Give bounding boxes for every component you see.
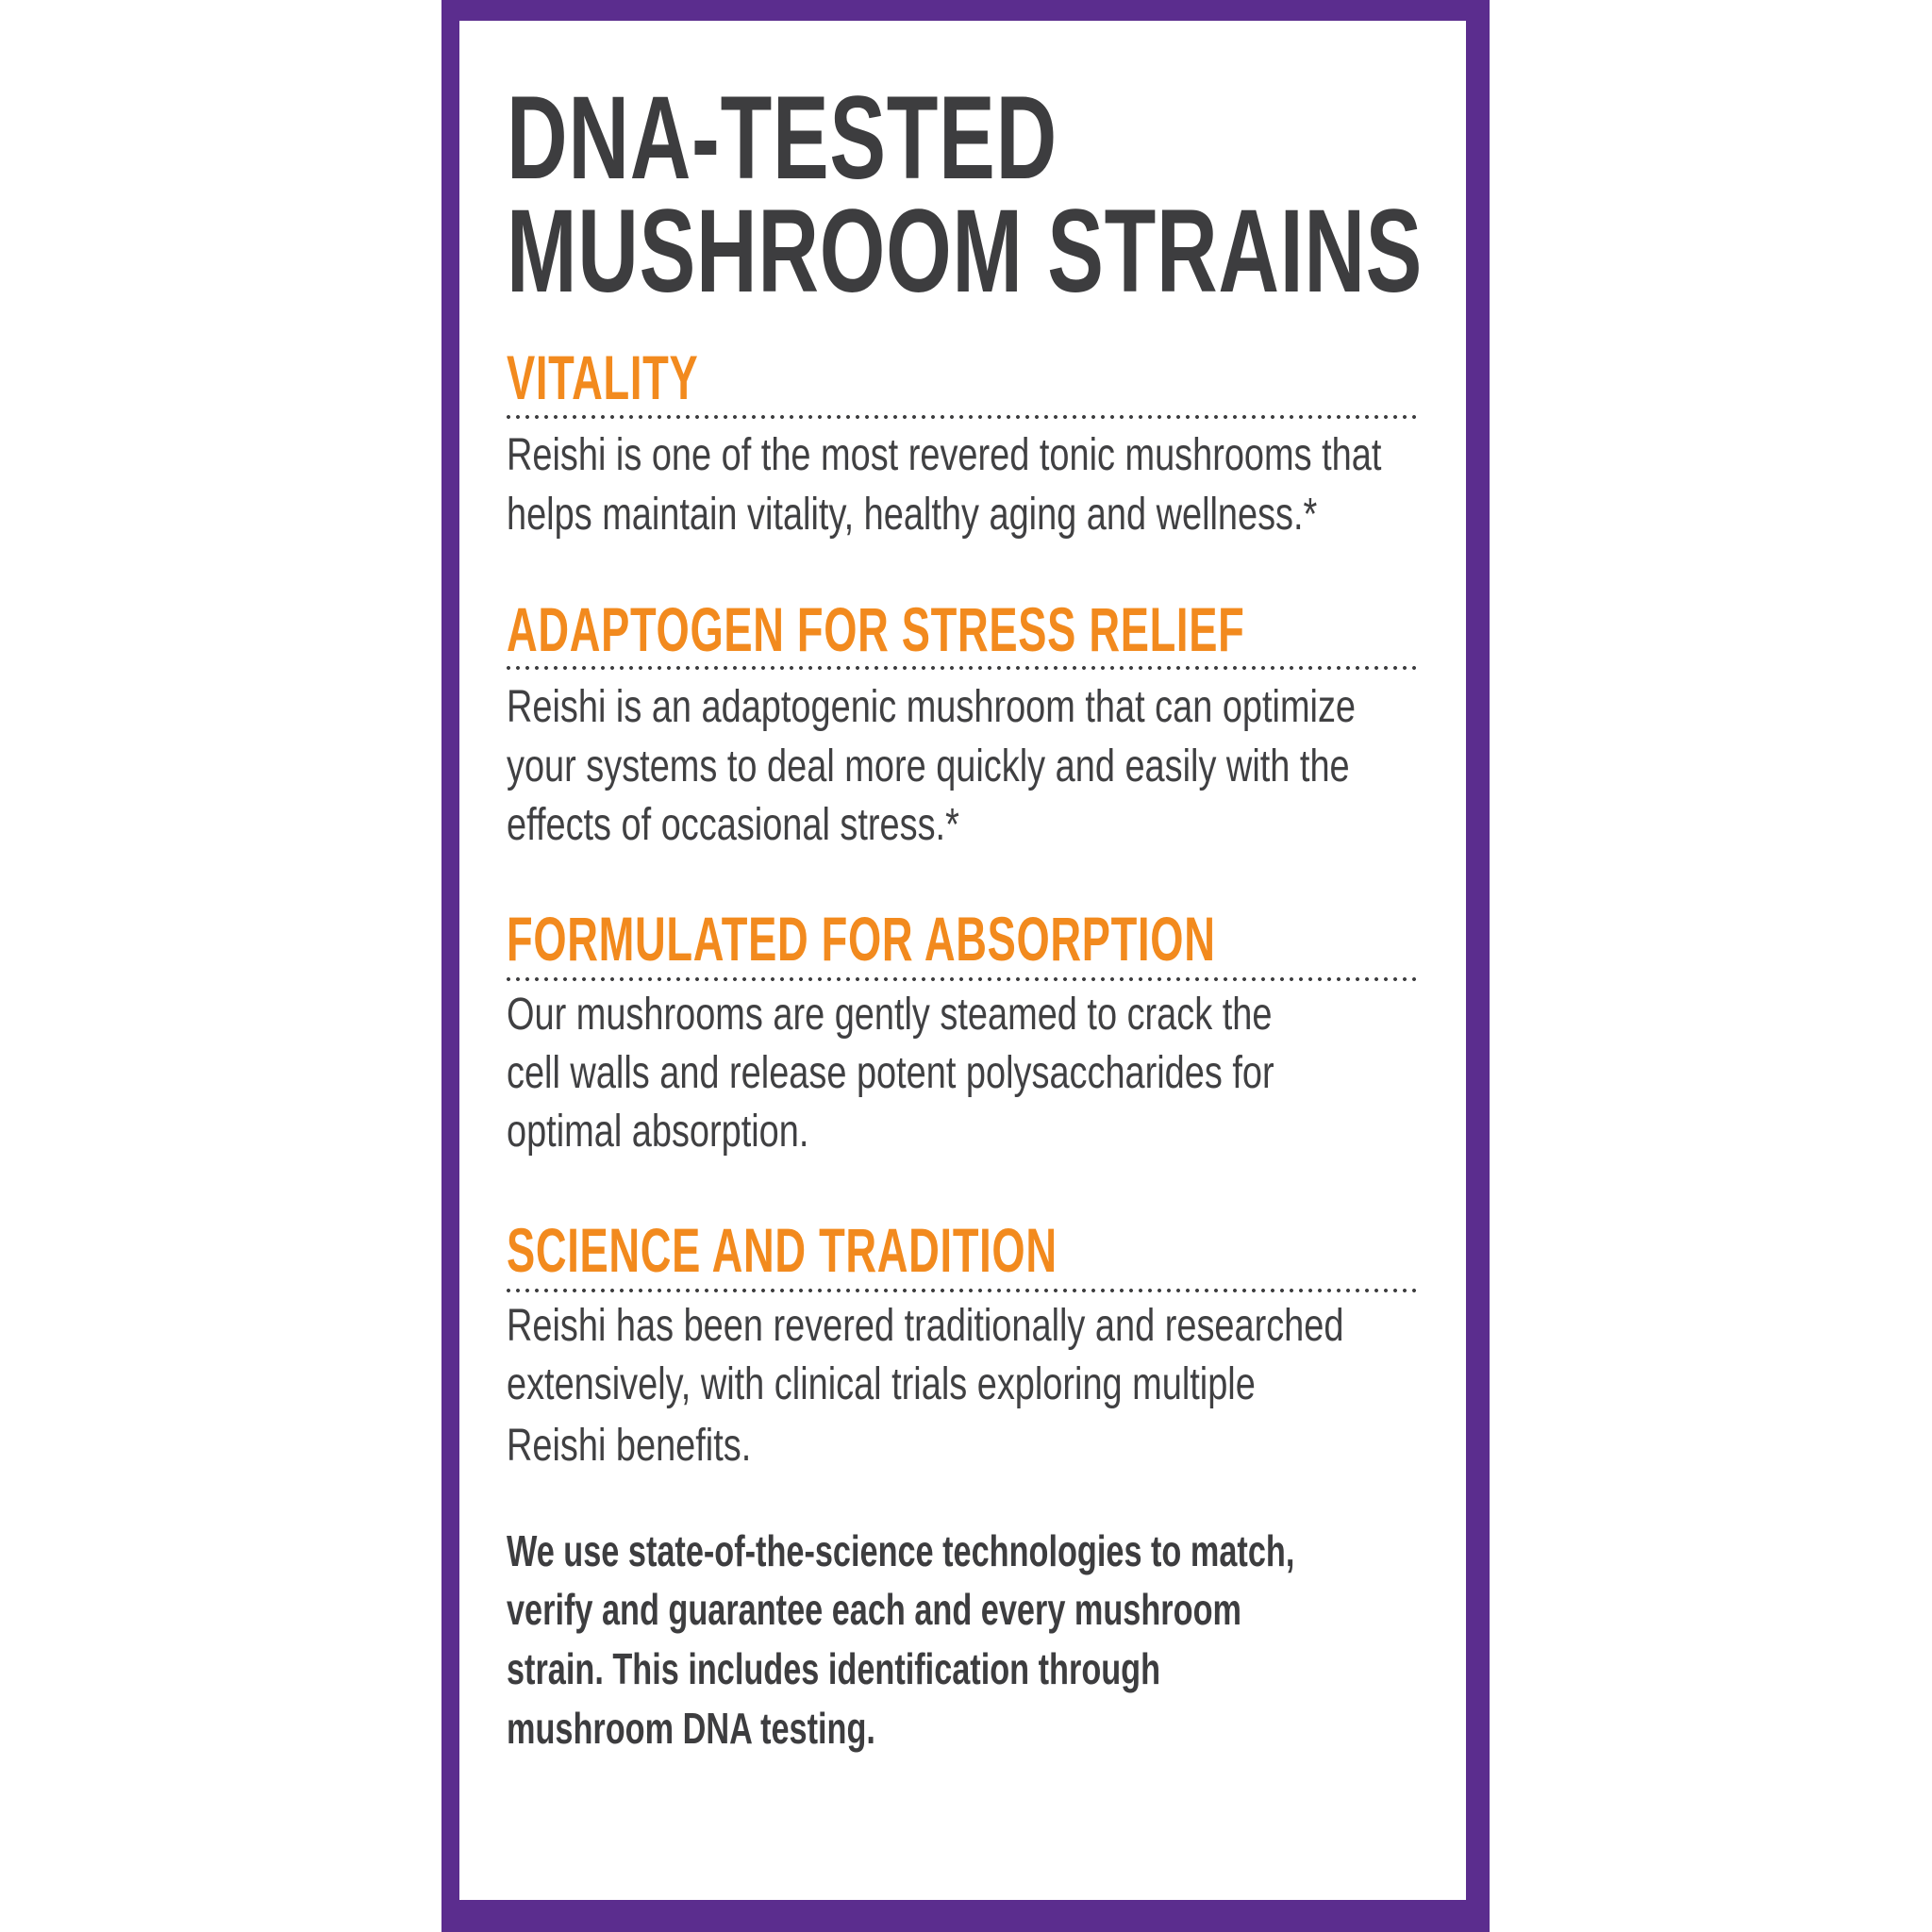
section-text-line: Reishi is one of the most revered tonic mushrooms that bbox=[507, 430, 1382, 480]
section-heading: ADAPTOGEN FOR STRESS RELIEF bbox=[507, 594, 1245, 664]
dotted-divider bbox=[504, 666, 1419, 670]
section-text-line: cell walls and release potent polysaccharides for bbox=[507, 1048, 1274, 1098]
section-text-line: optimal absorption. bbox=[507, 1107, 809, 1157]
dotted-divider bbox=[504, 1289, 1419, 1292]
closing-line: We use state-of-the-science technologies to match, bbox=[507, 1526, 1295, 1575]
section-text-line: effects of occasional stress.* bbox=[507, 800, 959, 850]
section-heading: VITALITY bbox=[507, 342, 699, 412]
title-line-2: MUSHROOM STRAINS bbox=[507, 186, 1424, 317]
section-heading: FORMULATED FOR ABSORPTION bbox=[507, 904, 1216, 974]
closing-line: mushroom DNA testing. bbox=[507, 1704, 875, 1753]
title-line-1: DNA-TESTED bbox=[507, 73, 1058, 204]
section-text-line: Reishi is an adaptogenic mushroom that can optimize bbox=[507, 682, 1357, 732]
section-text-line: Our mushrooms are gently steamed to crack the bbox=[507, 990, 1273, 1040]
closing-line: verify and guarantee each and every mushroom bbox=[507, 1585, 1241, 1634]
section-text-line: Reishi benefits. bbox=[507, 1421, 752, 1471]
section-text-line: Reishi has been revered traditionally and researched bbox=[507, 1301, 1344, 1351]
dotted-divider bbox=[504, 977, 1419, 981]
section-heading: SCIENCE AND TRADITION bbox=[507, 1215, 1058, 1285]
section-text-line: helps maintain vitality, healthy aging and wellness.* bbox=[507, 490, 1318, 540]
section-text-line: your systems to deal more quickly and easily with the bbox=[507, 741, 1350, 791]
closing-line: strain. This includes identification through bbox=[507, 1644, 1161, 1693]
section-text-line: extensively, with clinical trials exploring multiple bbox=[507, 1359, 1256, 1409]
dotted-divider bbox=[504, 415, 1419, 419]
